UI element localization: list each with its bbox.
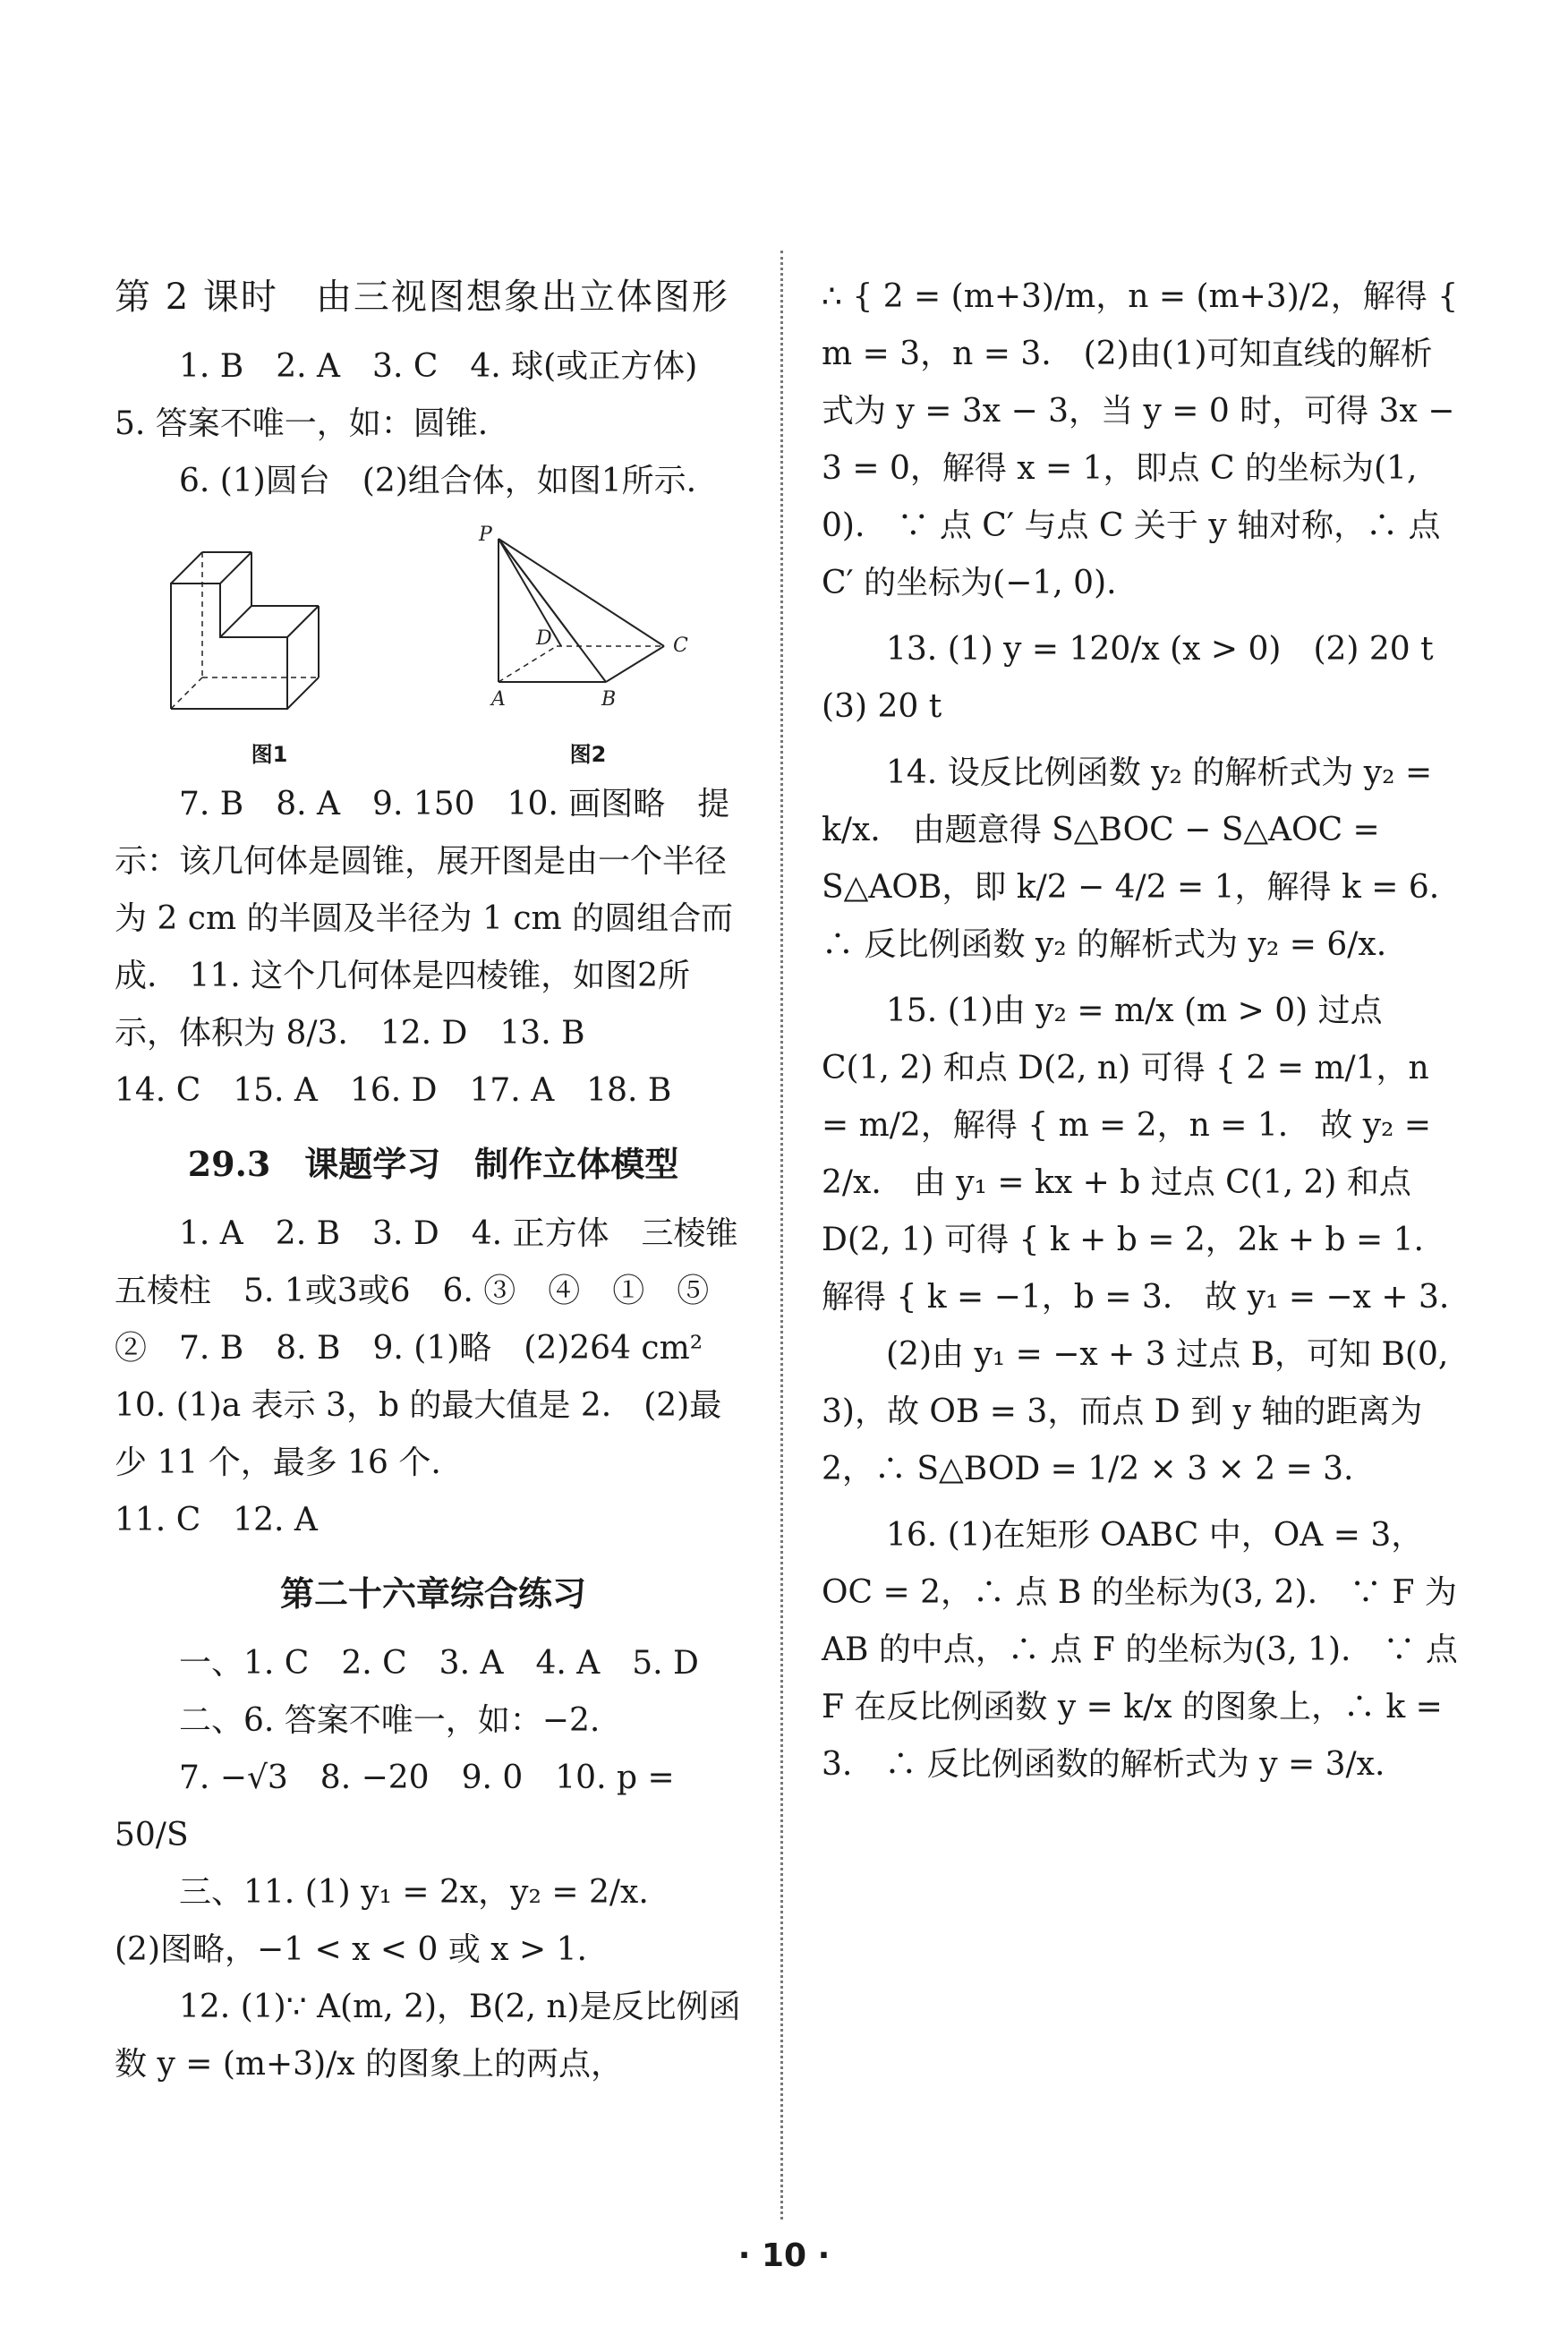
vertex-label-p: P (479, 524, 492, 546)
answer-15-part-2: (2)由 y₁ = −x + 3 过点 B，可知 B(0, 3)，故 OB = 3，而点 D 到 y 轴的距离为 2，∴ S△BOD = 1/2 × 3 × 2 = 3. (822, 1336, 1459, 1487)
answer-13: 13. (1) y = 120/x (x > 0) (2) 20 t (3) 20 t (822, 631, 1466, 725)
l-shaped-solid-diagram (162, 539, 377, 718)
answers-model-11-12: 11. C 12. A (115, 1502, 318, 1538)
vertex-label-b: B (601, 688, 617, 711)
section-title-model-making: 29.3 课题学习 制作立体模型 (187, 1144, 679, 1184)
figure-1-caption: 图1 (251, 742, 288, 767)
answers-14-18: 14. C 15. A 16. D 17. A 18. B (115, 1072, 672, 1109)
section-title-three-views: 第 2 课时 由三视图想象出立体图形 (115, 277, 729, 318)
figure-2 (472, 521, 704, 772)
answers-part-2: 二、6. 答案不唯一，如：−2. (179, 1702, 601, 1739)
section-title-chapter-review: 第二十六章综合练习 (279, 1573, 586, 1614)
answers-7-10-review: 7. −√3 8. −20 9. 0 10. p = 50/S (115, 1759, 686, 1853)
answer-12-start: 12. (1)∵ A(m, 2)，B(2, n)是反比例函数 y = (m+3)/x 的图象上的两点， (115, 1989, 741, 2083)
pyramid-diagram (472, 521, 704, 718)
answer-14: 14. 设反比例函数 y₂ 的解析式为 y₂ = k/x. 由题意得 S△BOC − S△AOC = S△AOB，即 k/2 − 4/2 = 1，解得 k = 6. ∴ 反比例函数 y₂ 的解析式为 y₂ = 6/x. (822, 754, 1472, 963)
answer-11-review: 三、11. (1) y₁ = 2x，y₂ = 2/x. (179, 1874, 649, 1911)
answers-part-1: 一、1. C 2. C 3. A 4. A 5. D (179, 1645, 699, 1682)
figure-row (115, 521, 752, 772)
figure-1 (162, 539, 377, 772)
answers-model-1-10: 1. A 2. B 3. D 4. 正方体 三棱锥 五棱柱 5. 1或3或6 6. ③ ④ ① ⑤ ② 7. B 8. B 9. (1)略 (2)264 cm² 10. (1)a 表示 3，b 的最大值是 2. (2)最少 11 个，最多 16 个. (115, 1215, 771, 1481)
page-number: · 10 · (737, 2237, 831, 2274)
vertex-label-d: D (536, 627, 552, 650)
left-column (115, 268, 771, 2093)
answers-7-13: 7. B 8. A 9. 150 10. 画图略 提示：该几何体是圆锥，展开图是由一个半径为 2 cm 的半圆及半径为 1 cm 的圆组合而成. 11. 这个几何体是四棱锥，如图2所示，体积为 8/3. 12. D 13. B (115, 786, 734, 1052)
figure-2-caption: 图2 (569, 742, 607, 767)
right-column (822, 268, 1472, 1793)
answer-16: 16. (1)在矩形 OABC 中，OA = 3，OC = 2，∴ 点 B 的坐标为(3, 2). ∵ F 为 AB 的中点，∴ 点 F 的坐标为(3, 1). ∵ 点 F 在反比例函数 y = k/x 的图象上，∴ k = 3. ∴ 反比例函数的解析式为 y = 3/x. (822, 1517, 1469, 1783)
answer-12-continued: ∴ { 2 = (m+3)/m，n = (m+3)/2，解得 { m = 3，n = 3. (2)由(1)可知直线的解析式为 y = 3x − 3，当 y = 0 时，可得 3x − 3 = 0，解得 x = 1，即点 C 的坐标为(1, 0). ∵ 点 C′ 与点 C 关于 y 轴对称，∴ 点 C′ 的坐标为(−1, 0). (822, 278, 1469, 601)
answer-11-part-2: (2)图略，−1 < x < 0 或 x > 1. (115, 1931, 587, 1968)
vertex-label-a: A (491, 688, 506, 711)
answers-1-5: 1. B 2. A 3. C 4. 球(或正方体) 5. 答案不唯一，如：圆锥. (115, 348, 730, 442)
answer-6: 6. (1)圆台 (2)组合体，如图1所示. (179, 463, 697, 499)
column-divider (780, 251, 783, 2219)
answer-15: 15. (1)由 y₂ = m/x (m > 0) 过点 C(1, 2) 和点 D(2, n) 可得 { 2 = m/1，n = m/2，解得 { m = 2，n = 1. 故 y₂ = 2/x. 由 y₁ = kx + b 过点 C(1, 2) 和点 D(2, 1) 可得 { k + b = 2，2k + b = 1. 解得 { k = −1，b = 3. 故 y₁ = −x + 3. (822, 993, 1450, 1316)
vertex-label-c: C (673, 635, 688, 657)
